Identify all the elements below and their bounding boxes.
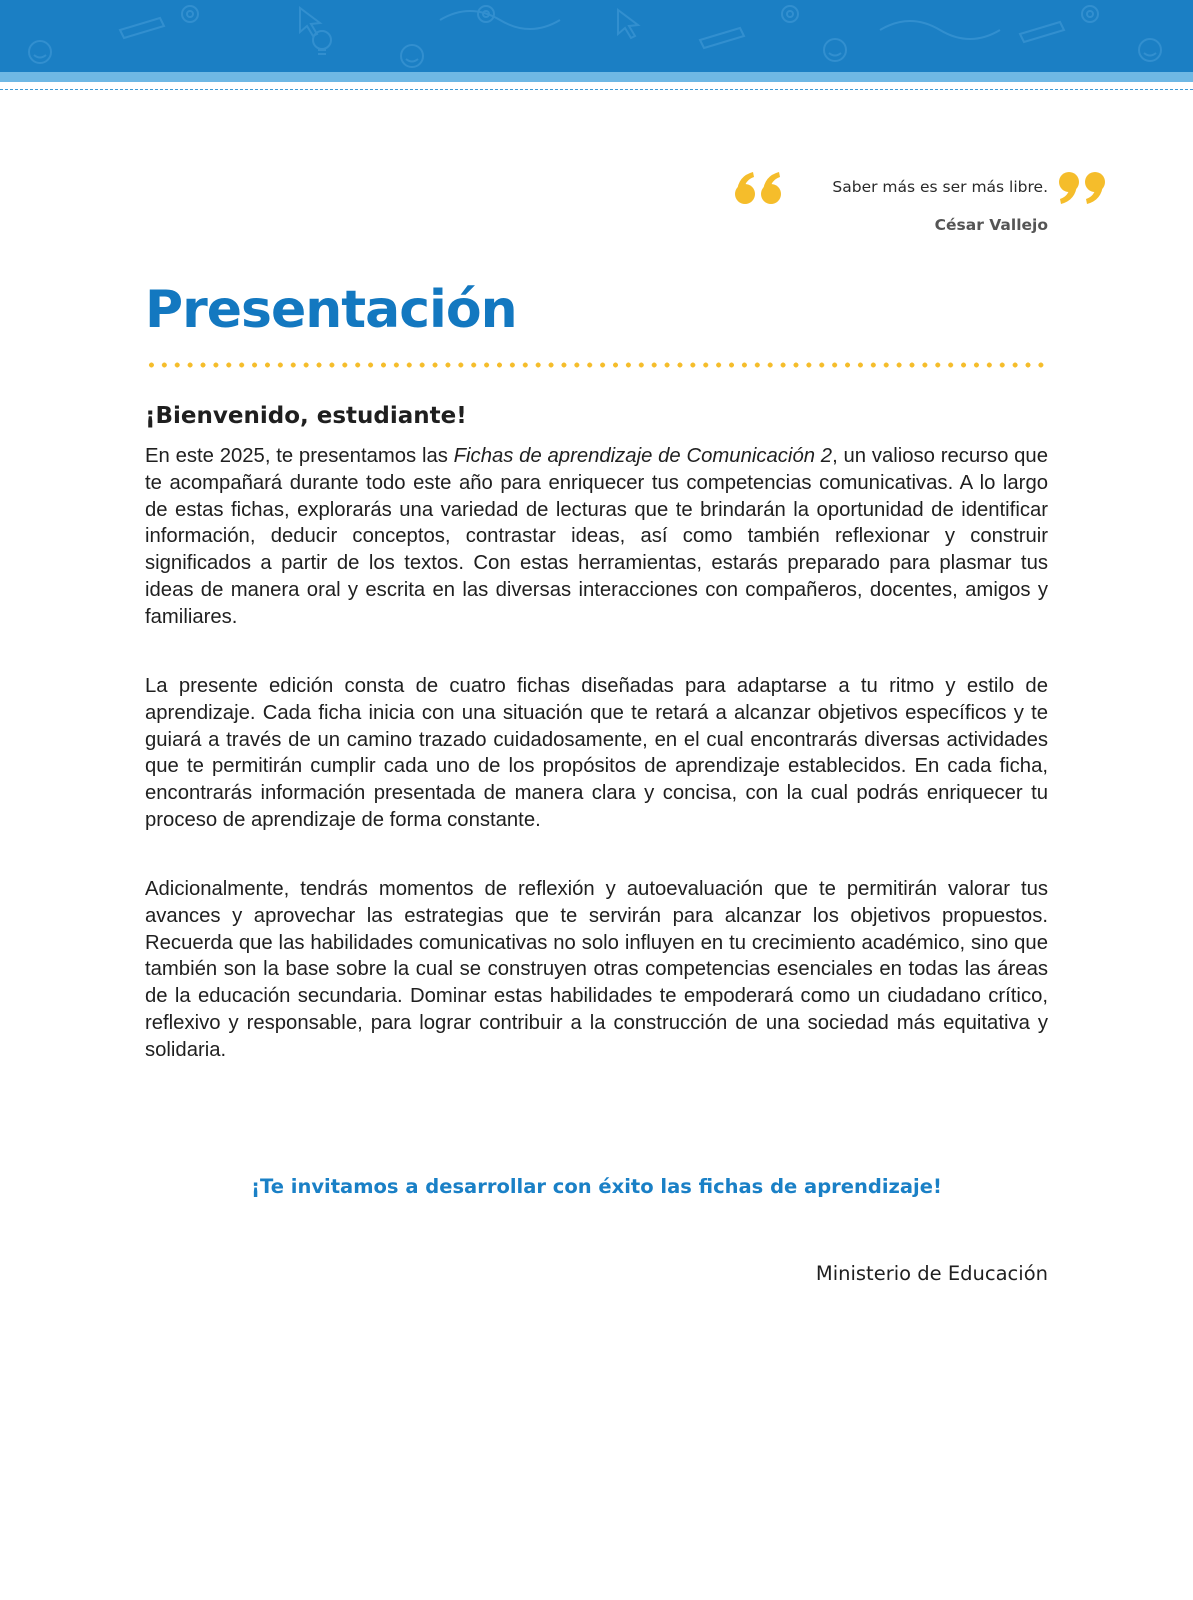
pencil-icon <box>120 18 164 38</box>
greeting-heading: ¡Bienvenido, estudiante! <box>145 403 467 429</box>
quote-author: César Vallejo <box>934 216 1048 234</box>
close-quote-icon <box>1054 170 1106 206</box>
banner-strip <box>0 72 1193 82</box>
paragraph-2: La presente edición consta de cuatro fichas diseñadas para adaptarse a tu ritmo y estilo de aprendizaje. Cada ficha inicia con una situación que te retará a alcanzar objetivos específicos y te guiará a través de un camino trazado cuidadosamente, en el cual encontrarás diversas actividades que te permitirán cumplir cada uno de los propósitos de aprendizaje establecidos. En cada ficha, encontrarás información presentada de manera clara y concisa, con la cual podrás enriquecer tu proceso de aprendizaje de forma constante. <box>145 675 1048 831</box>
paragraph-1 <box>145 443 1048 631</box>
header-banner <box>0 0 1193 72</box>
header-dashed-rule <box>0 89 1193 90</box>
open-quote-icon <box>734 170 786 206</box>
paragraph-1-lead: En este 2025, te presentamos las <box>145 445 454 467</box>
gear-icon <box>182 6 198 22</box>
pencil-icon <box>700 28 744 48</box>
lightbulb-icon <box>313 31 331 54</box>
smile-icon <box>401 45 423 67</box>
signature: Ministerio de Educación <box>815 1262 1048 1285</box>
wave-doodle <box>880 21 1000 39</box>
epigraph <box>700 168 1120 248</box>
smile-icon <box>1139 39 1161 61</box>
gear-icon <box>782 6 798 22</box>
page-title: Presentación <box>145 280 517 340</box>
book-title: Fichas de aprendizaje de Comunicación 2 <box>453 445 833 467</box>
pencil-icon <box>1020 22 1064 42</box>
cursor-icon <box>618 10 638 38</box>
paragraph-1-rest: , un valioso recurso que te acompañará durante todo este año para enriquecer tus competencias comunicativas. A lo largo de estas fichas, explorarás una variedad de lecturas que te brindarán la oportunidad de identificar información, deducir conceptos, contrastar ideas, así como también reflexionar y construir significados a partir de los textos. Con estas herramientas, estarás preparado para plasmar tus ideas de manera oral y escrita en las diversas interacciones con compañeros, docentes, amigos y familiares. <box>145 445 1048 628</box>
gear-icon <box>1082 6 1098 22</box>
wave-doodle <box>440 11 560 29</box>
paragraph-3: Adicionalmente, tendrás momentos de reflexión y autoevaluación que te permitirán valorar tus avances y aprovechar las estrategias que te servirán para alcanzar los objetivos propuestos. Recuerda que las habilidades comunicativas no solo influyen en tu crecimiento académico, sino que también son la base sobre la cual se construyen otras competencias esenciales en todas las áreas de la educación secundaria. Dominar estas habilidades te empoderará como un ciudadano crítico, reflexivo y responsable, para lograr contribuir a la construcción de una sociedad más equitativa y solidaria. <box>145 878 1048 1061</box>
quote-text: Saber más es ser más libre. <box>832 178 1048 196</box>
smile-icon <box>29 41 51 63</box>
invitation-text: ¡Te invitamos a desarrollar con éxito las fichas de aprendizaje! <box>251 1175 942 1198</box>
banner-doodle-pattern <box>0 0 1193 72</box>
smile-icon <box>824 39 846 61</box>
title-dotted-rule <box>145 362 1048 368</box>
